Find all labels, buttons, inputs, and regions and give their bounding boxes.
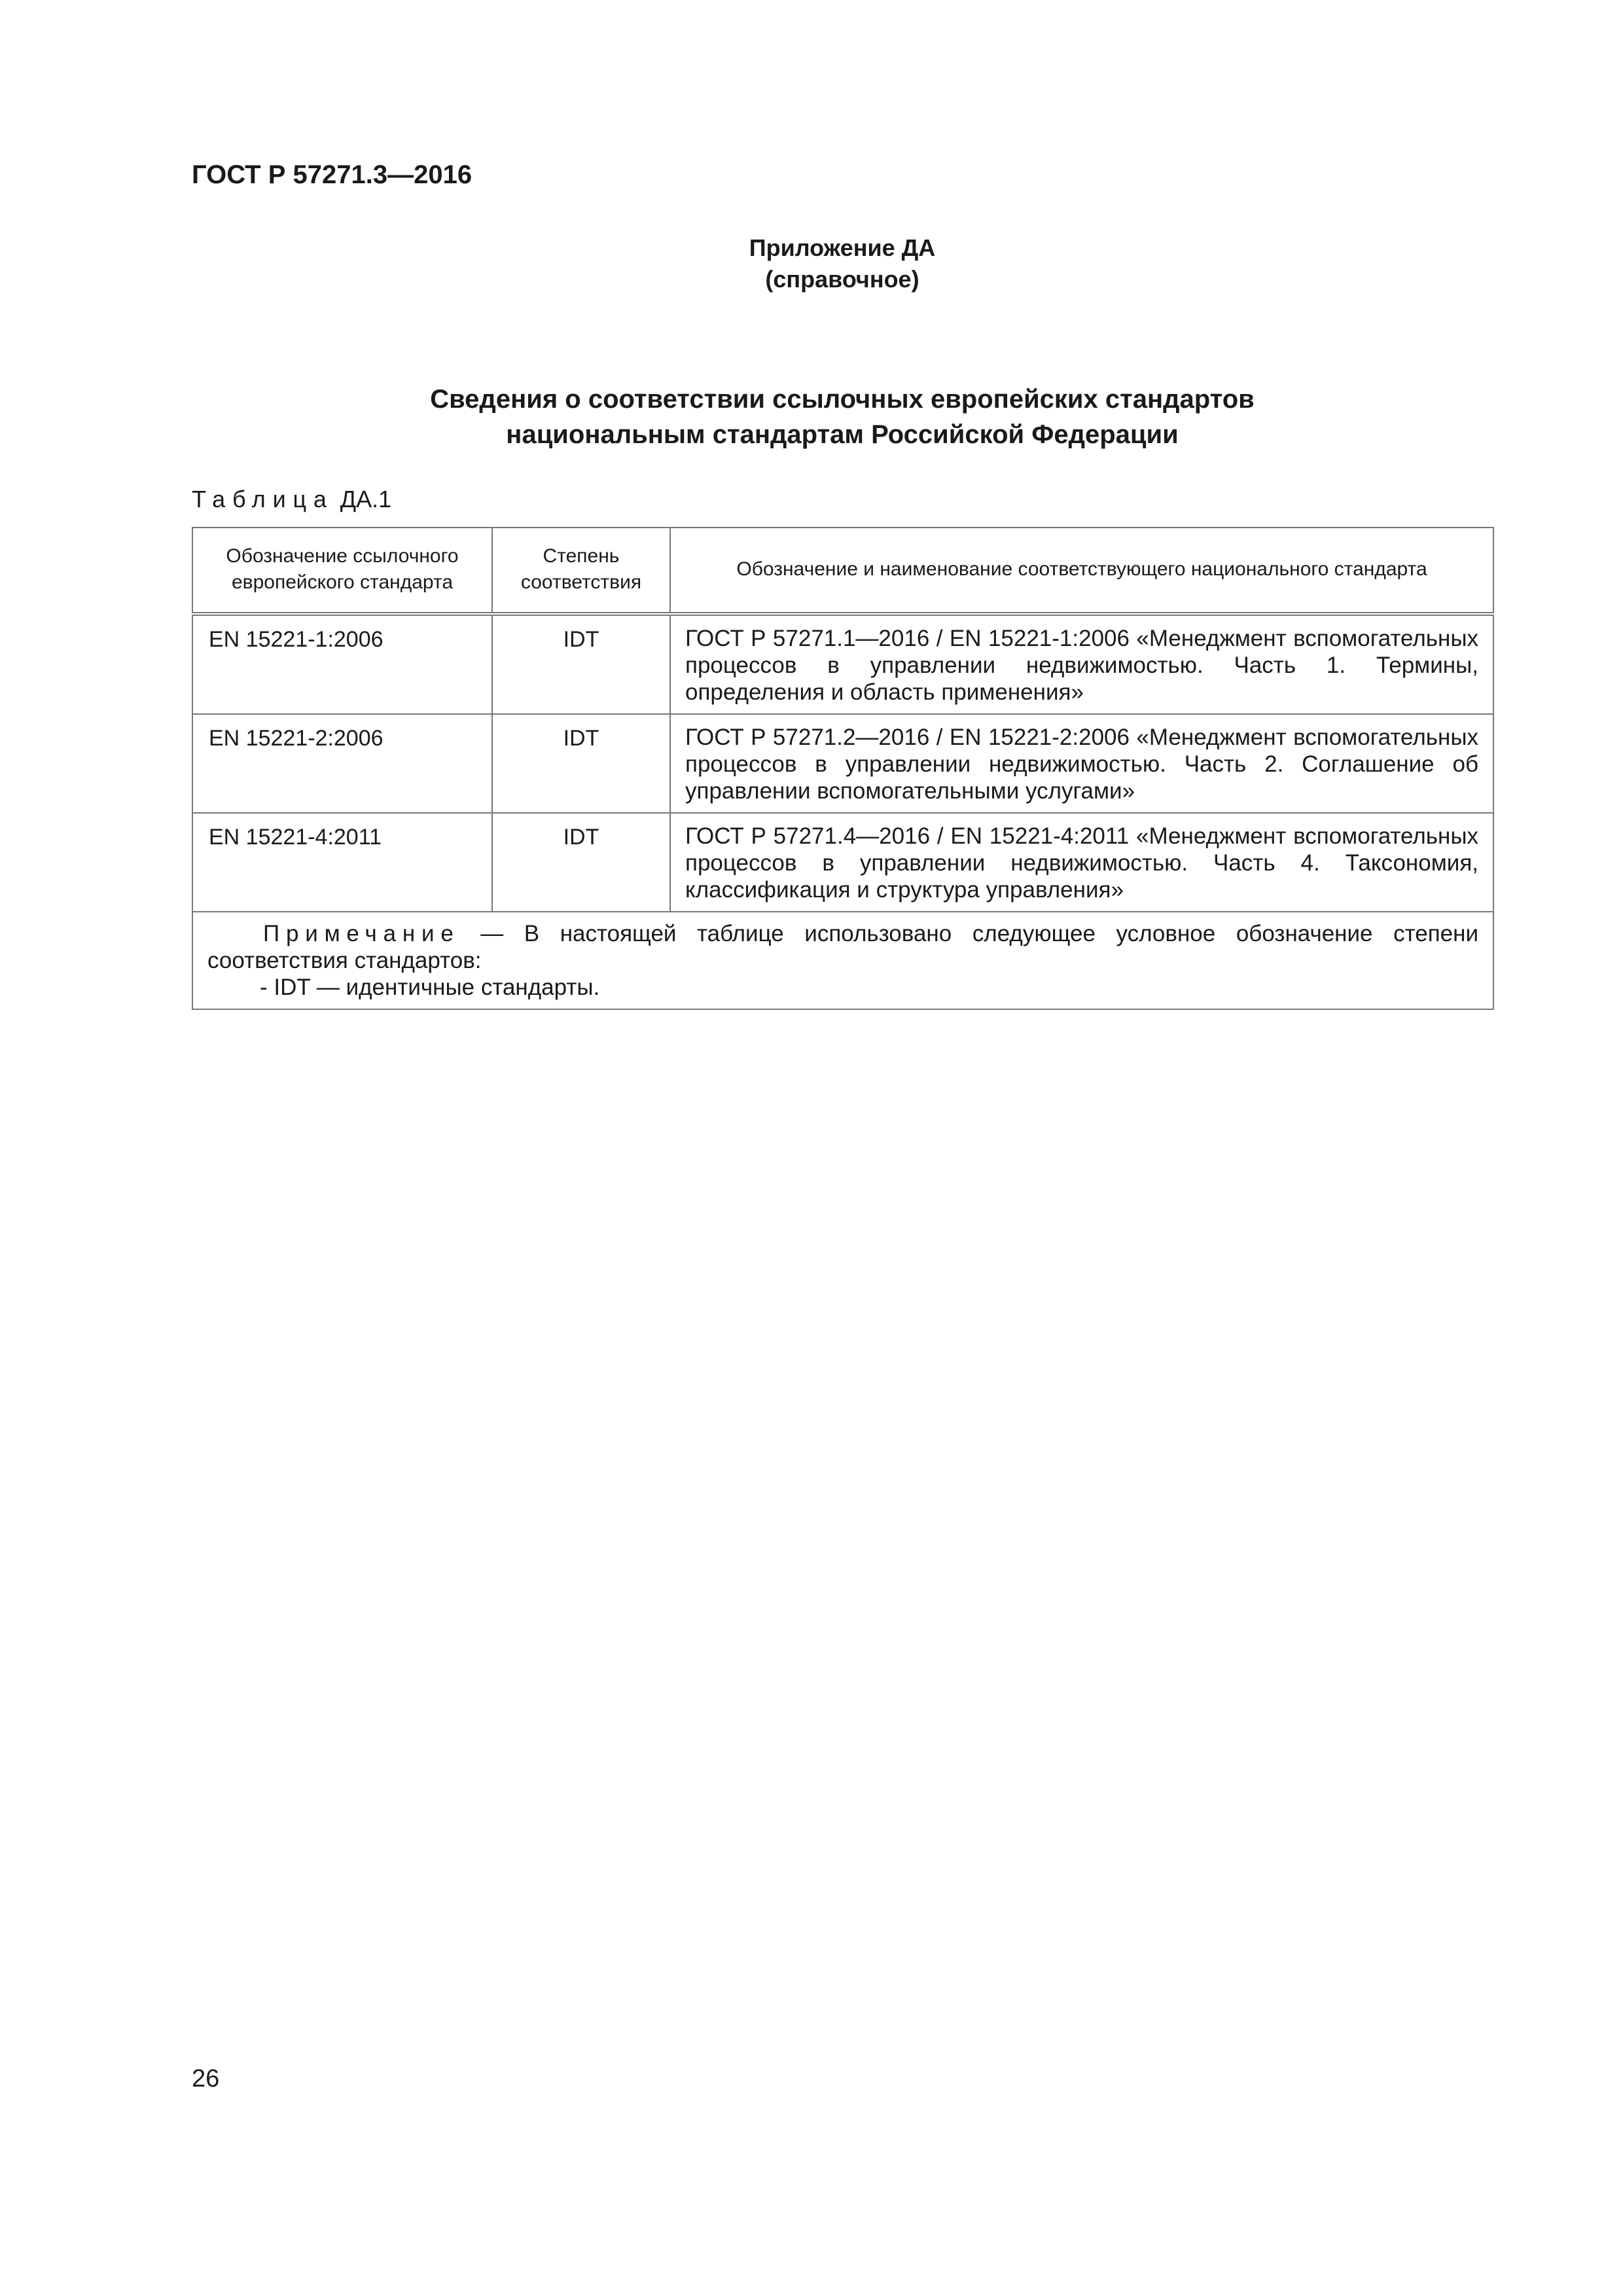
cell-degree: IDT <box>492 813 670 912</box>
appendix-subtitle: (справочное) <box>765 266 919 293</box>
cell-national-standard: ГОСТ Р 57271.2—2016 / EN 15221-2:2006 «Менеджмент вспомогательных процессов в управлении недвижимостью. Часть 2. Соглашение об управлении вспомогательными услугами» <box>670 714 1493 813</box>
cell-degree: IDT <box>492 714 670 813</box>
section-title-line-1: Сведения о соответствии ссылочных европейских стандартов <box>430 385 1255 414</box>
section-title-line-2: национальным стандартам Российской Федерации <box>506 420 1179 449</box>
table-row <box>192 714 1493 813</box>
standards-table <box>192 527 1494 1010</box>
appendix-heading <box>0 232 1623 295</box>
header-degree: Степень соответствия <box>492 528 670 614</box>
note-text: — В настоящей таблице использовано следующее условное обозначение степени соответствия стандартов: <box>207 921 1478 973</box>
table-row <box>192 813 1493 912</box>
page-number: 26 <box>192 2065 220 2092</box>
table-note-row <box>192 912 1493 1009</box>
table-caption <box>192 486 391 513</box>
table-caption-label: Таблица <box>192 486 334 512</box>
cell-reference-standard: EN 15221-1:2006 <box>192 614 492 714</box>
header-reference-standard: Обозначение ссылочного европейского стандарта <box>192 528 492 614</box>
cell-national-standard: ГОСТ Р 57271.1—2016 / EN 15221-1:2006 «Менеджмент вспомогательных процессов в управлении недвижимостью. Часть 1. Термины, определения и область применения» <box>670 614 1493 714</box>
note-item: - IDT — идентичные стандарты. <box>260 975 600 1000</box>
cell-reference-standard: EN 15221-2:2006 <box>192 714 492 813</box>
appendix-title: Приложение ДА <box>749 234 936 261</box>
cell-national-standard: ГОСТ Р 57271.4—2016 / EN 15221-4:2011 «Менеджмент вспомогательных процессов в управлении недвижимостью. Часть 4. Таксономия, классификация и структура управления» <box>670 813 1493 912</box>
section-title <box>0 382 1623 452</box>
table-header-row <box>192 528 1493 614</box>
table-caption-number: ДА.1 <box>340 486 392 512</box>
note-label: Примечание <box>263 921 460 946</box>
cell-degree: IDT <box>492 614 670 714</box>
cell-reference-standard: EN 15221-4:2011 <box>192 813 492 912</box>
table-row <box>192 614 1493 714</box>
table-note <box>192 912 1493 1009</box>
document-code: ГОСТ Р 57271.3—2016 <box>192 160 473 189</box>
header-national-standard: Обозначение и наименование соответствующего национального стандарта <box>670 528 1493 614</box>
